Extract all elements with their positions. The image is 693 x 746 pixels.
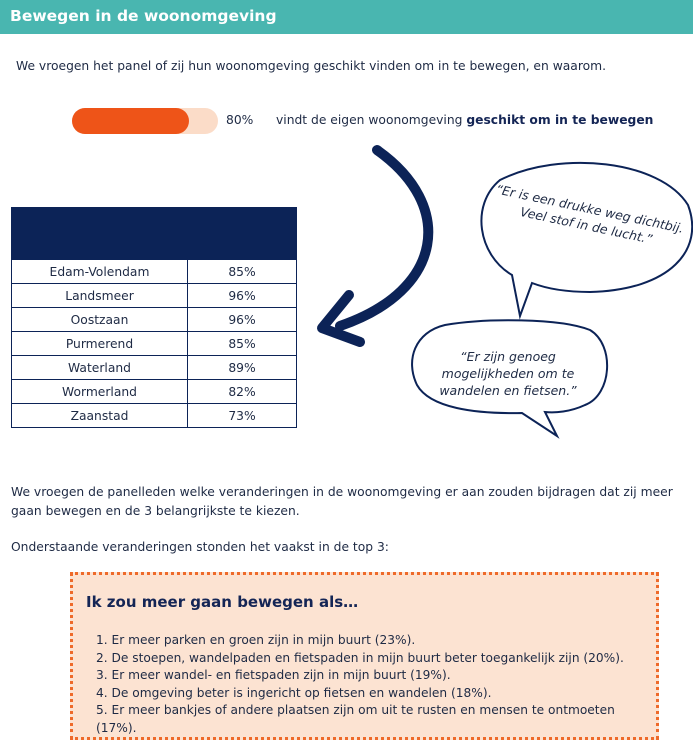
table-row	[12, 332, 297, 356]
list-item: 1. Er meer parken en groen zijn in mijn buurt (23%).	[96, 633, 416, 647]
municipality-name: Oostzaan	[12, 308, 188, 332]
municipality-pct: 96%	[188, 308, 297, 332]
quote-1: “Er is een drukke weg dichtbij. Veel stof in de lucht.”	[494, 181, 686, 247]
municipality-name: Purmerend	[12, 332, 188, 356]
municipality-name: Wormerland	[12, 380, 188, 404]
question-paragraph: We vroegen de panelleden welke veranderingen in de woonomgeving er aan zouden bijdragen dat zij meer gaan bewegen en de 3 belangrijkste te kiezen.	[11, 485, 673, 518]
page-title: Bewegen in de woonomgeving	[10, 7, 277, 25]
municipality-pct: 85%	[188, 260, 297, 284]
table-row	[12, 404, 297, 428]
progress-desc-plain: vindt de eigen woonomgeving	[276, 113, 467, 127]
list-item: 2. De stoepen, wandelpaden en fietspaden in mijn buurt beter toegankelijk zijn (20%).	[96, 650, 624, 665]
municipality-pct: 82%	[188, 380, 297, 404]
progress-value: 80%	[226, 113, 254, 127]
table-row	[12, 380, 297, 404]
municipality-name: Landsmeer	[12, 284, 188, 308]
curved-arrow-icon	[322, 150, 428, 342]
changes-list	[96, 632, 656, 737]
progress-desc-bold: geschikt om in te bewegen	[466, 113, 654, 127]
municipality-pct: 96%	[188, 284, 297, 308]
municipality-pct: 85%	[188, 332, 297, 356]
quote-2: “Er zijn genoeg mogelijkheden om te wandelen en fietsen.”	[439, 349, 577, 398]
list-item: 3. Er meer wandel- en fietspaden zijn in mijn buurt (19%).	[96, 668, 451, 682]
municipality-table	[11, 207, 297, 428]
table-row	[12, 356, 297, 380]
municipality-name: Edam-Volendam	[12, 260, 188, 284]
box-title: Ik zou meer gaan bewegen als…	[86, 593, 359, 611]
municipality-pct: 73%	[188, 404, 297, 428]
table-header-row	[12, 208, 297, 260]
list-item: 4. De omgeving beter is ingericht op fietsen en wandelen (18%).	[96, 685, 492, 700]
table-row	[12, 260, 297, 284]
table-row	[12, 284, 297, 308]
table-header-cell	[12, 208, 188, 260]
intro-text: We vroegen het panel of zij hun woonomgeving geschikt vinden om in te bewegen, en waarom.	[16, 59, 607, 73]
table-header-cell	[188, 208, 297, 260]
municipality-name: Zaanstad	[12, 404, 188, 428]
top3-intro: Onderstaande veranderingen stonden het vaakst in de top 3:	[11, 540, 389, 554]
list-item: 5. Er meer bankjes of andere plaatsen zijn om uit te rusten en mensen te ontmoeten (17%).	[96, 703, 615, 735]
table-row	[12, 308, 297, 332]
top-changes-box	[70, 572, 659, 740]
municipality-pct: 89%	[188, 356, 297, 380]
municipality-name: Waterland	[12, 356, 188, 380]
